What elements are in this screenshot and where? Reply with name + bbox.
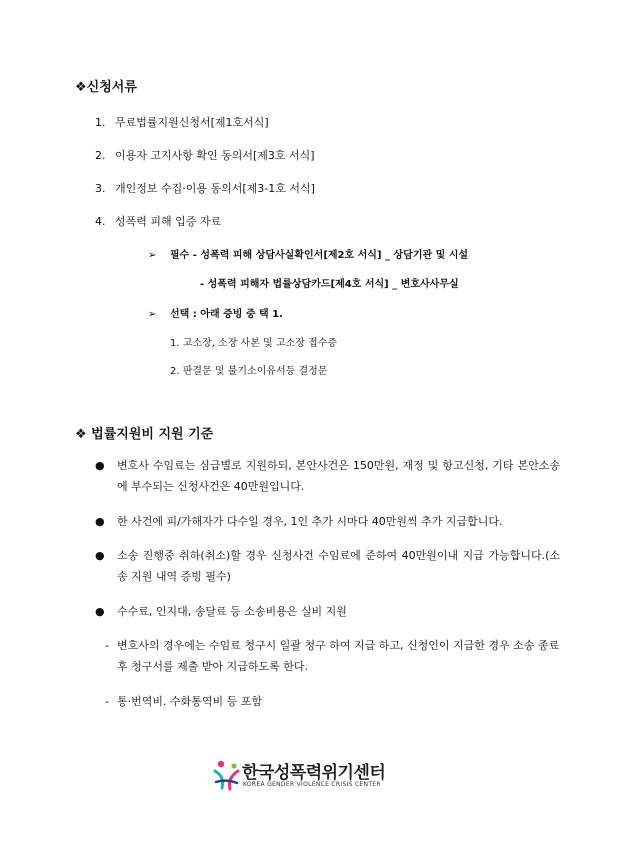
dash-item xyxy=(105,691,560,712)
logo-name-english: KOREA GENDER VIOLENCE CRISIS CENTER xyxy=(243,781,381,788)
dash-text: 통·번역비. 수화통역비 등 포함 xyxy=(117,695,262,708)
bullet-text: 한 사건에 피/가해자가 다수일 경우, 1인 추가 시마다 40만원씩 추가 지급합니다. xyxy=(117,515,503,528)
bullet-icon: ● xyxy=(95,515,105,528)
optional-text: 선택 : 아래 증빙 중 택 1. xyxy=(170,309,283,320)
optional-item: 2. 판결문 및 불기소이유서등 결정문 xyxy=(170,366,328,377)
optional-item: 1. 고소장, 소장 사본 및 고소장 접수증 xyxy=(170,338,338,349)
dash-mark: - xyxy=(105,639,109,652)
bullet-item xyxy=(95,511,560,532)
list-item xyxy=(95,114,269,130)
organization-logo xyxy=(212,758,412,798)
bullet-icon: ● xyxy=(95,605,105,618)
item-text: 개인정보 수집·이용 동의서[제3-1호 서식] xyxy=(115,182,315,195)
bullet-item xyxy=(95,455,560,497)
logo-mark-icon xyxy=(212,758,242,794)
required-text: 필수 - 성폭력 피해 상담사실확인서[제2호 서식] _ 상담기관 및 시설 xyxy=(170,250,469,261)
bullet-text: 소송 진행중 취하(취소)할 경우 신청사건 수임료에 준하여 40만원이내 지급 가능합니다.(소송 지원 내역 증빙 필수) xyxy=(117,549,560,583)
bullet-text: 변호사 수임료는 심급별로 지원하되, 본안사건은 150만원, 재정 및 항고신청, 기타 본안소송에 부수되는 신청사건은 40만원입니다. xyxy=(117,459,560,493)
list-item xyxy=(95,213,221,229)
section-title-support-criteria: ❖ 법률지원비 지원 기준 xyxy=(75,427,214,442)
list-item xyxy=(95,147,315,163)
required-line-2: - 성폭력 피해자 법률상담카드[제4호 서식] _ 변호사사무실 xyxy=(200,279,459,290)
bullet-item xyxy=(95,545,560,587)
section-title-documents: ❖신청서류 xyxy=(75,80,137,95)
bullet-icon: ● xyxy=(95,549,105,562)
arrow-icon: ➢ xyxy=(148,250,157,261)
item-text: 무료법률지원신청서[제1호서식] xyxy=(115,116,269,129)
item-number: 1. xyxy=(95,116,106,129)
optional-line xyxy=(148,305,283,320)
dash-item xyxy=(105,635,560,677)
item-text: 이용자 고지사항 확인 동의서[제3호 서식] xyxy=(115,149,315,162)
bullet-item xyxy=(95,601,560,622)
item-number: 4. xyxy=(95,215,106,228)
required-line xyxy=(148,246,468,261)
dash-text: 변호사의 경우에는 수임료 청구시 일괄 청구 하여 지급 하고, 신청인이 지급한 경우 소송 종료 후 청구서를 제출 받아 지급하도록 한다. xyxy=(117,639,560,673)
arrow-icon: ➢ xyxy=(148,309,157,320)
bullet-text: 수수료, 인지대, 송달료 등 소송비용은 실비 지원 xyxy=(117,605,347,618)
bullet-icon: ● xyxy=(95,459,105,472)
item-number: 2. xyxy=(95,149,106,162)
list-item xyxy=(95,180,315,196)
item-text: 성폭력 피해 입증 자료 xyxy=(115,215,222,228)
dash-mark: - xyxy=(105,695,109,708)
logo-name-korean: 한국성폭력위기센터 xyxy=(242,763,386,783)
item-number: 3. xyxy=(95,182,106,195)
